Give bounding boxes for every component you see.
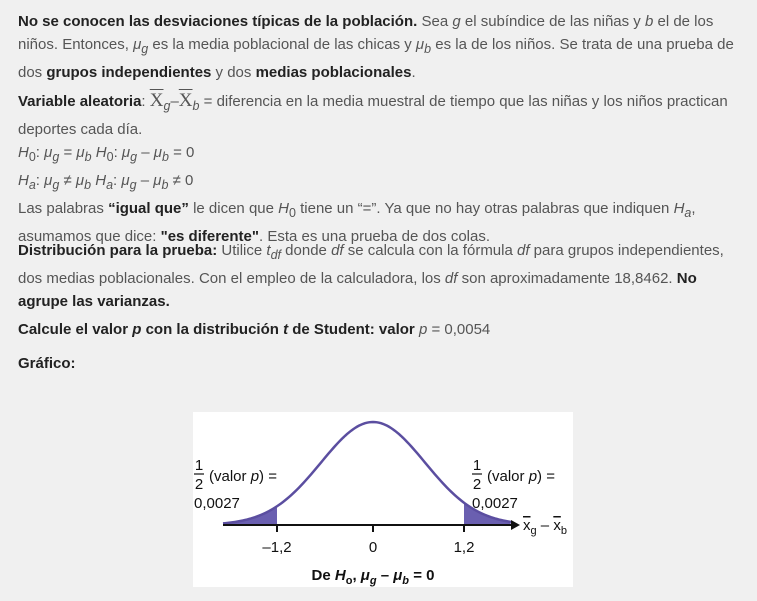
subscript: g [163, 99, 171, 113]
xbar-symbol: $\overline{X}$ [178, 90, 193, 111]
h0-line: $H_0$: $\mu_g = \mu_b$ $H_0$: $\mu_g - \mu_b = 0$ [18, 144, 195, 164]
right-p-value: 0,0027 [472, 495, 518, 512]
intro-lead: No se conocen las desviaciones típicas de la población. [18, 13, 418, 30]
figure-caption: De $H_o$, $\mu_g - \mu_b = 0$ [311, 567, 435, 587]
bold-term: “igual que” [108, 200, 189, 217]
bold-term: No agrupe las varianzas. [18, 270, 697, 310]
distribution-label: Distribución para la prueba: [18, 242, 218, 259]
x-axis-arrow [511, 520, 520, 530]
random-variable-paragraph: Variable aleatoria: $\overline{X}_g-\overline{X}_b$ = diferencia en la media muestral de tiempo que las niñas y los niños practican deportes cada día. $H_0$: $\mu_g = \mu_b$ $H_0$: $\mu_g - \mu_b = 0$ $H_a$: $\mu_g \ne \mu_b$ $H_a$: $\mu_g - \mu_b \ne 0$ Las palabras “igual que” le dicen que $H_0$ tiene un “=”. Ya que no hay otras palabras que indiquen $H_a$, asumamos que dice: "es diferente". Esta es una prueba de dos colas. [18, 89, 743, 248]
text: Calcule el valor [18, 321, 133, 338]
text: . Esta es una prueba de dos colas. [259, 228, 490, 245]
graph-heading [18, 352, 743, 375]
p-value-statement [18, 321, 415, 338]
text: – [170, 93, 179, 110]
distribution-paragraph [18, 239, 743, 313]
text: el subíndice de las niñas y [460, 13, 645, 30]
text: son aproximadamente 18,8462. [457, 270, 677, 287]
text: se calcula con la fórmula [343, 242, 517, 259]
text: es la media poblacional de las chicas y [148, 36, 416, 53]
text: df [517, 242, 530, 259]
text: g [452, 13, 461, 30]
text: , asumamos que dice: [18, 200, 696, 245]
p-value-paragraph [18, 318, 743, 341]
text: t [283, 321, 289, 338]
text: = diferencia en la media muestral de tiempo que las niñas y los niños practican deportes cada día. [18, 93, 728, 138]
tick-label-zero: 0 [368, 539, 378, 556]
subscript: df [270, 248, 282, 262]
right-frac-num: 1 [472, 457, 482, 474]
text: el de los niños. Entonces, [18, 13, 714, 53]
bold-term: grupos independientes [46, 64, 212, 81]
text: p [418, 321, 428, 338]
text: tiene un “=”. Ya que no hay otras palabras que indiquen [295, 200, 674, 217]
normal-curve-svg [193, 412, 573, 587]
text: le dicen que [188, 200, 279, 217]
text: Sea [417, 13, 453, 30]
axis-label: $x_g - x_b$ [523, 517, 567, 537]
right-p-label: (valor p) = [487, 468, 555, 485]
left-p-value: 0,0027 [194, 495, 240, 512]
text: = 0,0054 [427, 321, 491, 338]
mu-symbol: μ [133, 36, 142, 53]
mu-symbol: μ [415, 36, 425, 53]
subscript: g [141, 42, 149, 56]
text: con la distribución [141, 321, 284, 338]
text: donde [281, 242, 332, 259]
text: y dos [211, 64, 256, 81]
text: . [411, 64, 416, 81]
text: b [644, 13, 654, 30]
text: : [141, 93, 146, 110]
text: df [331, 242, 344, 259]
graph-label: Gráfico: [18, 355, 76, 372]
text: de Student: valor [288, 321, 415, 338]
left-frac-den: 2 [194, 476, 204, 493]
ha-line: $H_a$: $\mu_g \ne \mu_b$ $H_a$: $\mu_g - \mu_b \ne 0$ [18, 172, 194, 192]
left-p-label: (valor p) = [209, 468, 277, 485]
subscript: b [192, 99, 200, 113]
right-frac-den: 2 [472, 476, 482, 493]
normal-curve-figure [193, 412, 573, 587]
xbar-symbol: $\overline{X}$ [149, 90, 164, 111]
text: Las palabras [18, 200, 109, 217]
tick-label-neg: –1,2 [262, 539, 292, 556]
text: p [132, 321, 142, 338]
left-frac-num: 1 [194, 457, 204, 474]
bold-term: medias poblacionales [255, 64, 412, 81]
text: t [266, 242, 271, 259]
intro-paragraph [18, 10, 743, 84]
variable-label: Variable aleatoria [18, 93, 142, 110]
subscript: b [424, 42, 432, 56]
text: para grupos independientes, dos medias poblacionales. Con el empleo de la calculadora, los [18, 242, 724, 287]
tick-label-pos: 1,2 [453, 539, 475, 556]
text: es la de los niños. Se trata de una prueba de dos [18, 36, 734, 81]
text: Utilice [217, 242, 267, 259]
text: df [444, 270, 458, 287]
bold-term: "es diferente" [160, 228, 260, 245]
